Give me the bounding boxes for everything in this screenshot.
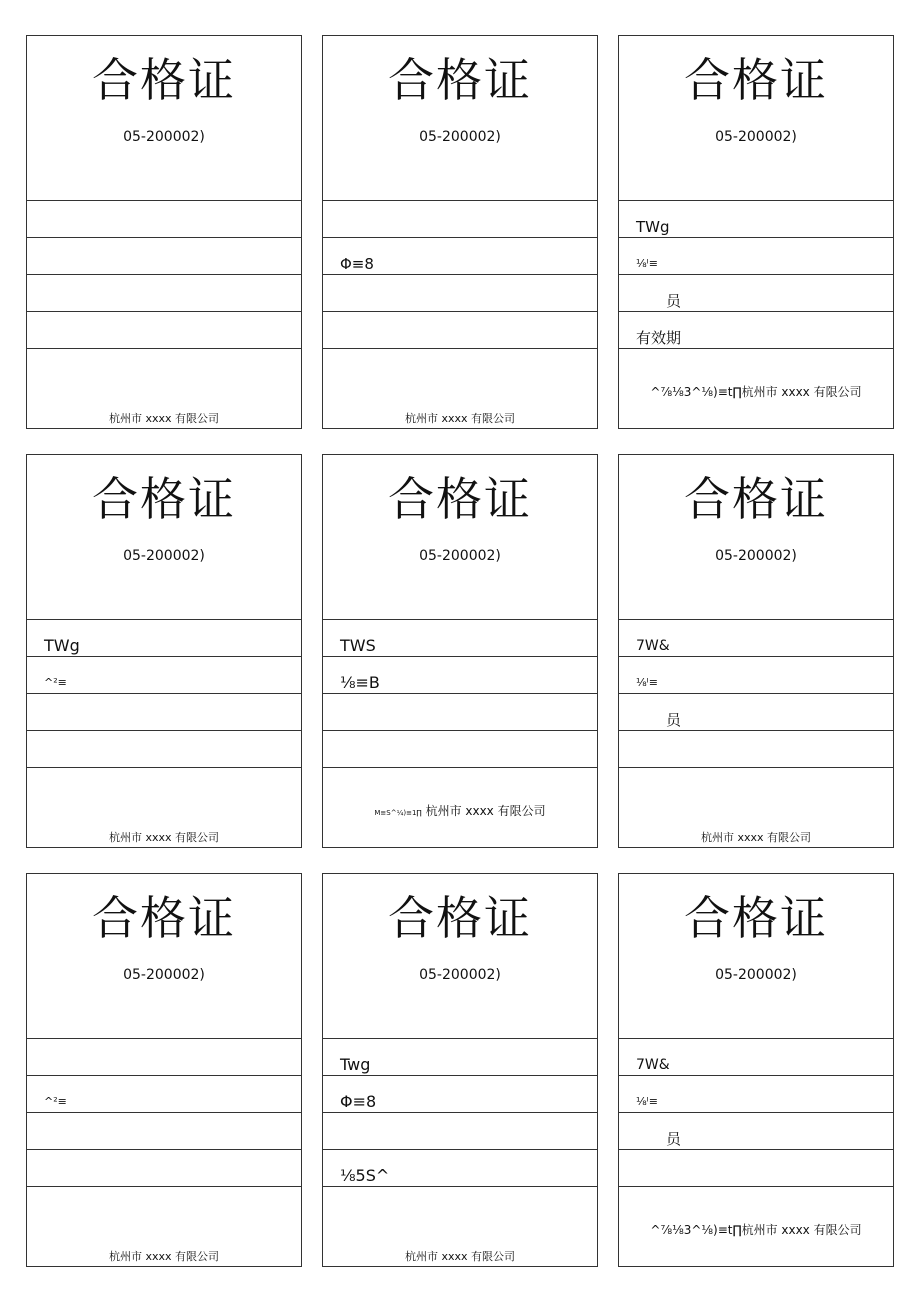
- card-row-2: [323, 1076, 597, 1113]
- card-row-3: [619, 275, 893, 312]
- card-title: 合格证: [388, 472, 532, 526]
- card-header: [619, 874, 893, 1039]
- card-footer: [27, 1250, 301, 1264]
- card-title: 合格证: [388, 891, 532, 945]
- certificate-card-8: [322, 873, 598, 1267]
- card-code: 05-200002): [715, 548, 797, 564]
- card-row-2: [619, 238, 893, 275]
- row-text: TWS: [340, 636, 376, 655]
- card-row-2: [619, 1076, 893, 1113]
- card-row-1: [323, 1039, 597, 1076]
- card-row-4: [27, 312, 301, 349]
- footer-prefix: ^⅞⅛3^⅛)≡t∏: [650, 1223, 742, 1237]
- card-footer: [323, 1250, 597, 1264]
- card-row-3: [323, 1113, 597, 1150]
- card-row-4: [619, 1150, 893, 1187]
- row-text: TWg: [636, 218, 670, 236]
- card-row-1: [619, 1039, 893, 1076]
- card-row-2: [27, 657, 301, 694]
- row-text: 有效期: [636, 329, 682, 347]
- certificate-card-9: [618, 873, 894, 1267]
- card-row-1: [619, 620, 893, 657]
- card-title: 合格证: [388, 53, 532, 107]
- card-code: 05-200002): [419, 129, 501, 145]
- card-row-4: [27, 731, 301, 768]
- company-name: 杭州市 xxxx 有限公司: [425, 804, 546, 818]
- certificate-card-5: [322, 454, 598, 848]
- card-row-4: [619, 312, 893, 349]
- card-footer: [323, 804, 597, 820]
- row-text: 7W&: [636, 638, 670, 654]
- company-name: 杭州市 xxxx 有限公司: [108, 831, 220, 844]
- card-row-3: [27, 694, 301, 731]
- card-title: 合格证: [92, 891, 236, 945]
- card-code: 05-200002): [419, 548, 501, 564]
- company-name: 杭州市 xxxx 有限公司: [108, 1250, 220, 1263]
- card-row-3: [619, 694, 893, 731]
- card-row-2: [619, 657, 893, 694]
- row-text: 员: [666, 292, 682, 310]
- card-footer: [619, 385, 893, 399]
- row-text: 7W&: [636, 1057, 670, 1073]
- card-row-1: [619, 201, 893, 238]
- card-code: 05-200002): [123, 548, 205, 564]
- card-row-2: [27, 238, 301, 275]
- card-header: [619, 36, 893, 201]
- card-footer: [619, 831, 893, 845]
- card-header: [323, 36, 597, 201]
- company-name: 杭州市 xxxx 有限公司: [404, 1250, 516, 1263]
- row-text: ⅛ᴵ≡: [636, 257, 658, 270]
- card-title: 合格证: [684, 472, 828, 526]
- company-name: 杭州市 xxxx 有限公司: [108, 412, 220, 425]
- row-text: Φ≡8: [340, 255, 374, 273]
- card-footer: [27, 831, 301, 845]
- card-row-1: [27, 620, 301, 657]
- card-row-1: [323, 201, 597, 238]
- company-name: 杭州市 xxxx 有限公司: [741, 385, 862, 399]
- company-name: 杭州市 xxxx 有限公司: [404, 412, 516, 425]
- certificate-card-2: [322, 35, 598, 429]
- company-name: 杭州市 xxxx 有限公司: [700, 831, 812, 844]
- row-text: ^²≡: [44, 676, 67, 689]
- card-header: [323, 455, 597, 620]
- row-text: ⅛≡B: [340, 673, 380, 692]
- card-row-4: [323, 312, 597, 349]
- card-title: 合格证: [684, 891, 828, 945]
- card-header: [27, 36, 301, 201]
- card-code: 05-200002): [123, 967, 205, 983]
- certificate-card-6: [618, 454, 894, 848]
- card-footer: [619, 1223, 893, 1237]
- card-code: 05-200002): [419, 967, 501, 983]
- row-text: ⅛ᴵ≡: [636, 676, 658, 689]
- card-code: 05-200002): [715, 129, 797, 145]
- card-row-1: [323, 620, 597, 657]
- row-text: ⅛5S^: [340, 1166, 390, 1185]
- card-header: [27, 874, 301, 1039]
- certificate-card-4: [26, 454, 302, 848]
- footer-prefix: ^⅞⅛3^⅛)≡t∏: [650, 385, 742, 399]
- card-row-3: [27, 275, 301, 312]
- certificate-card-3: [618, 35, 894, 429]
- card-row-4: [323, 1150, 597, 1187]
- card-footer: [323, 412, 597, 426]
- company-name: 杭州市 xxxx 有限公司: [741, 1223, 862, 1237]
- card-title: 合格证: [92, 472, 236, 526]
- row-text: 员: [666, 711, 682, 729]
- row-text: Twg: [340, 1055, 371, 1074]
- row-text: 员: [666, 1130, 682, 1148]
- card-row-4: [619, 731, 893, 768]
- card-row-3: [323, 694, 597, 731]
- card-code: 05-200002): [123, 129, 205, 145]
- row-text: ⅛ᴵ≡: [636, 1095, 658, 1108]
- card-row-4: [323, 731, 597, 768]
- card-row-3: [323, 275, 597, 312]
- card-row-3: [619, 1113, 893, 1150]
- footer-prefix: M≡S^¼)≡1∏: [374, 809, 422, 817]
- row-text: ^²≡: [44, 1095, 67, 1108]
- card-row-4: [27, 1150, 301, 1187]
- card-row-3: [27, 1113, 301, 1150]
- card-code: 05-200002): [715, 967, 797, 983]
- card-title: 合格证: [684, 53, 828, 107]
- card-header: [27, 455, 301, 620]
- card-row-2: [323, 238, 597, 275]
- row-text: TWg: [44, 636, 80, 655]
- card-row-2: [27, 1076, 301, 1113]
- card-row-2: [323, 657, 597, 694]
- card-footer: [27, 412, 301, 426]
- certificate-card-7: [26, 873, 302, 1267]
- card-title: 合格证: [92, 53, 236, 107]
- card-header: [619, 455, 893, 620]
- certificate-card-1: [26, 35, 302, 429]
- card-row-1: [27, 1039, 301, 1076]
- card-header: [323, 874, 597, 1039]
- row-text: Φ≡8: [340, 1092, 377, 1111]
- card-row-1: [27, 201, 301, 238]
